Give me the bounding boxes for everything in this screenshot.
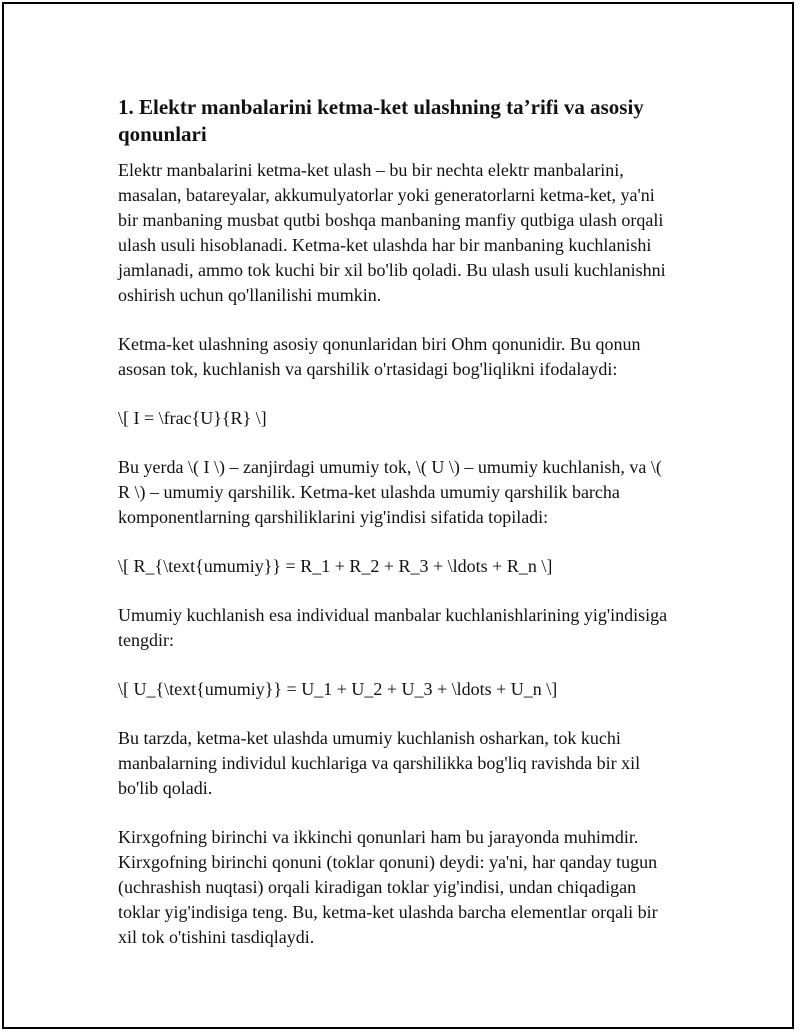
formula-total-voltage: \[ U_{\text{umumiy}} = U_1 + U_2 + U_3 + \ldots + U_n \] (118, 679, 558, 699)
paragraph-ohm-law-intro: Ketma-ket ulashning asosiy qonunlaridan biri Ohm qonunidir. Bu qonun asosan tok, kuchlanish va qarshilik o'rtasidagi bog'liqlikni ifodalaydi: (118, 334, 641, 379)
formula-total-resistance: \[ R_{\text{umumiy}} = R_1 + R_2 + R_3 + \ldots + R_n \] (118, 556, 553, 576)
paragraph-definition: Elektr manbalarini ketma-ket ulash – bu bir nechta elektr manbalarini, masalan, batareyalar, akkumulyatorlar yoki generatorlarni ketma-ket, ya'ni bir manbaning musbat qutbi boshqa manbaning manfiy qutbiga ulash orqali ulash usuli hisoblanadi. Ketma-ket ulashda har bir manbaning kuchlanishi jamlanadi, ammo tok kuchi bir xil bo'lib qoladi. Bu ulash usuli kuchlanishni oshirish uchun qo'llanilishi mumkin. (118, 160, 666, 305)
paragraph-summary: Bu tarzda, ketma-ket ulashda umumiy kuchlanish osharkan, tok kuchi manbalarning individul kuchlariga va qarshilikka bog'liq ravishda bir xil bo'lib qoladi. (118, 728, 641, 798)
formula-ohm-law: \[ I = \frac{U}{R} \] (118, 408, 267, 428)
paragraph-total-voltage: Umumiy kuchlanish esa individual manbalar kuchlanishlarining yig'indisiga tengdir: (118, 605, 668, 650)
section-heading: 1. Elektr manbalarini ketma-ket ulashning ta’rifi va asosiy qonunlari (118, 95, 644, 146)
paragraph-variables: Bu yerda \( I \) – zanjirdagi umumiy tok, \( U \) – umumiy kuchlanish, va \( R \) – umumiy qarshilik. Ketma-ket ulashda umumiy qarshilik barcha komponentlarning qarshiliklarini yig'indisi sifatida topiladi: (118, 457, 662, 527)
document-body (118, 94, 678, 974)
paragraph-kirchhoff: Kirxgofning birinchi va ikkinchi qonunlari ham bu jarayonda muhimdir. Kirxgofning birinchi qonuni (toklar qonuni) deydi: ya'ni, har qanday tugun (uchrashish nuqtasi) orqali kiradigan toklar yig'indisi, undan chiqadigan toklar yig'indisiga teng. Bu, ketma-ket ulashda barcha elementlar orqali bir xil tok o'tishini tasdiqlaydi. (118, 827, 658, 947)
